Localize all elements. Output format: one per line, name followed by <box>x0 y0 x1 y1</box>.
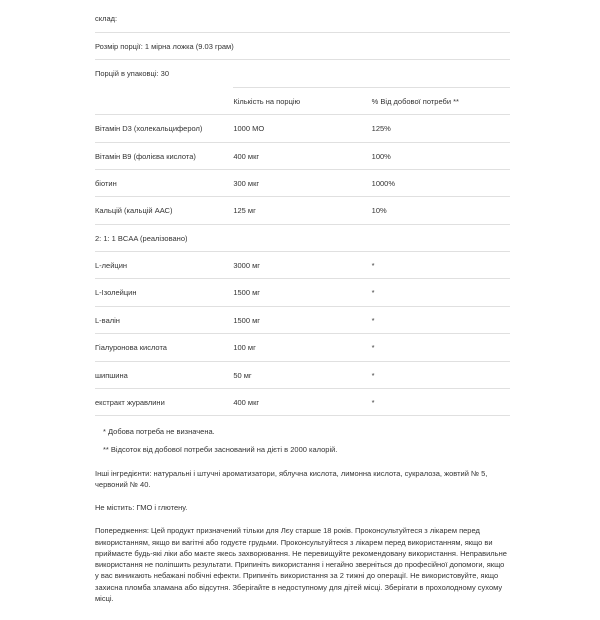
nutrient-amount: 3000 мг <box>233 252 371 279</box>
table-row <box>95 142 510 169</box>
table-header-row <box>95 87 510 114</box>
nutrient-dv <box>372 224 510 251</box>
nutrient-amount: 100 мг <box>233 334 371 361</box>
nutrient-name: біотин <box>95 169 233 196</box>
nutrient-amount: 1000 МО <box>233 115 371 142</box>
footnotes <box>95 416 510 463</box>
nutrient-dv: * <box>372 306 510 333</box>
nutrient-amount: 1500 мг <box>233 279 371 306</box>
table-row <box>95 334 510 361</box>
table-row <box>95 252 510 279</box>
header-amount-per-serving: Кількість на порцію <box>233 87 371 114</box>
table-row <box>95 169 510 196</box>
footnote-daily-value-not-established: * Добова потреба не визначена. <box>103 427 215 437</box>
nutrient-name: Гіалуронова кислота <box>95 334 233 361</box>
header-blank <box>95 87 233 114</box>
nutrient-name: екстракт журавлини <box>95 388 233 415</box>
servings-per-container-row <box>95 60 510 87</box>
nutrient-amount <box>233 224 371 251</box>
table-row <box>95 197 510 224</box>
table-row <box>95 279 510 306</box>
nutrient-amount: 300 мкг <box>233 169 371 196</box>
free-from-text: Не містить: ГМО і глютену. <box>95 502 188 512</box>
nutrient-dv: * <box>372 334 510 361</box>
supplement-facts-table <box>95 32 510 416</box>
nutrient-amount: 400 мкг <box>233 142 371 169</box>
table-row <box>95 224 510 251</box>
nutrient-amount: 400 мкг <box>233 388 371 415</box>
nutrient-name: L-Ізолейцин <box>95 279 233 306</box>
serving-size-row <box>95 33 510 60</box>
nutrient-amount: 50 мг <box>233 361 371 388</box>
table-row <box>95 306 510 333</box>
nutrient-dv: * <box>372 252 510 279</box>
table-row <box>95 388 510 415</box>
warning-text: Попередження: Цей продукт призначений тільки для Лєу старше 18 років. Проконсультуйтеся з лікарем перед використанням, якщо ви вагітні або годуєте грудьми. Проконсультуйтеся з лікарем перед використанням, якщо ви приймаєте будь-які ліки або маєте якесь захворювання. Не перевищуйте рекомендовану використання. Неправильне використання не поліпшить результати. Припиніть використання і негайно зверніться до професійної допомоги, якщо у вас виникають небажані побічні ефекти. Припиніть використання за 2 тижні до операції. Не використовуйте, якщо захисна пломба зламана або відсутня. Зберігайте в недоступному для дітей місці. Зберігати в прохолодному сухому місці. <box>95 526 507 603</box>
table-row <box>95 115 510 142</box>
nutrient-amount: 1500 мг <box>233 306 371 333</box>
nutrient-name: Вітамін D3 (холекальциферол) <box>95 115 233 142</box>
nutrient-name: Кальцій (кальцій ААС) <box>95 197 233 224</box>
nutrient-amount: 125 мг <box>233 197 371 224</box>
nutrient-name: 2: 1: 1 BCAA (реалізовано) <box>95 224 233 251</box>
nutrient-dv: * <box>372 388 510 415</box>
nutrient-dv: * <box>372 361 510 388</box>
header-daily-value: % Від добової потреби ** <box>372 87 510 114</box>
panel-title: склад: <box>95 14 118 23</box>
nutrient-name: шипшина <box>95 361 233 388</box>
table-row <box>95 361 510 388</box>
footnote-percent-daily-value: ** Відсоток від добової потреби заснований на дієті в 2000 калорій. <box>103 445 338 454</box>
nutrient-dv: 100% <box>372 142 510 169</box>
nutrient-name: L-валін <box>95 306 233 333</box>
nutrient-dv: 125% <box>372 115 510 142</box>
nutrient-name: L-лейцин <box>95 252 233 279</box>
other-ingredients-text: Інші інгредієнти: натуральні і штучні ароматизатори, яблучна кислота, лимонна кислота, сукралоза, жовтий № 5, червоний № 40. <box>95 468 488 489</box>
nutrient-dv: * <box>372 279 510 306</box>
serving-size-text: Розмір порції: 1 мірна ложка (9.03 грам) <box>95 33 510 60</box>
nutrient-dv: 10% <box>372 197 510 224</box>
nutrient-dv: 1000% <box>372 169 510 196</box>
servings-per-container-text: Порцій в упаковці: 30 <box>95 60 510 87</box>
nutrient-name: Вітамін B9 (фолієва кислота) <box>95 142 233 169</box>
facts-table-body <box>95 33 510 416</box>
